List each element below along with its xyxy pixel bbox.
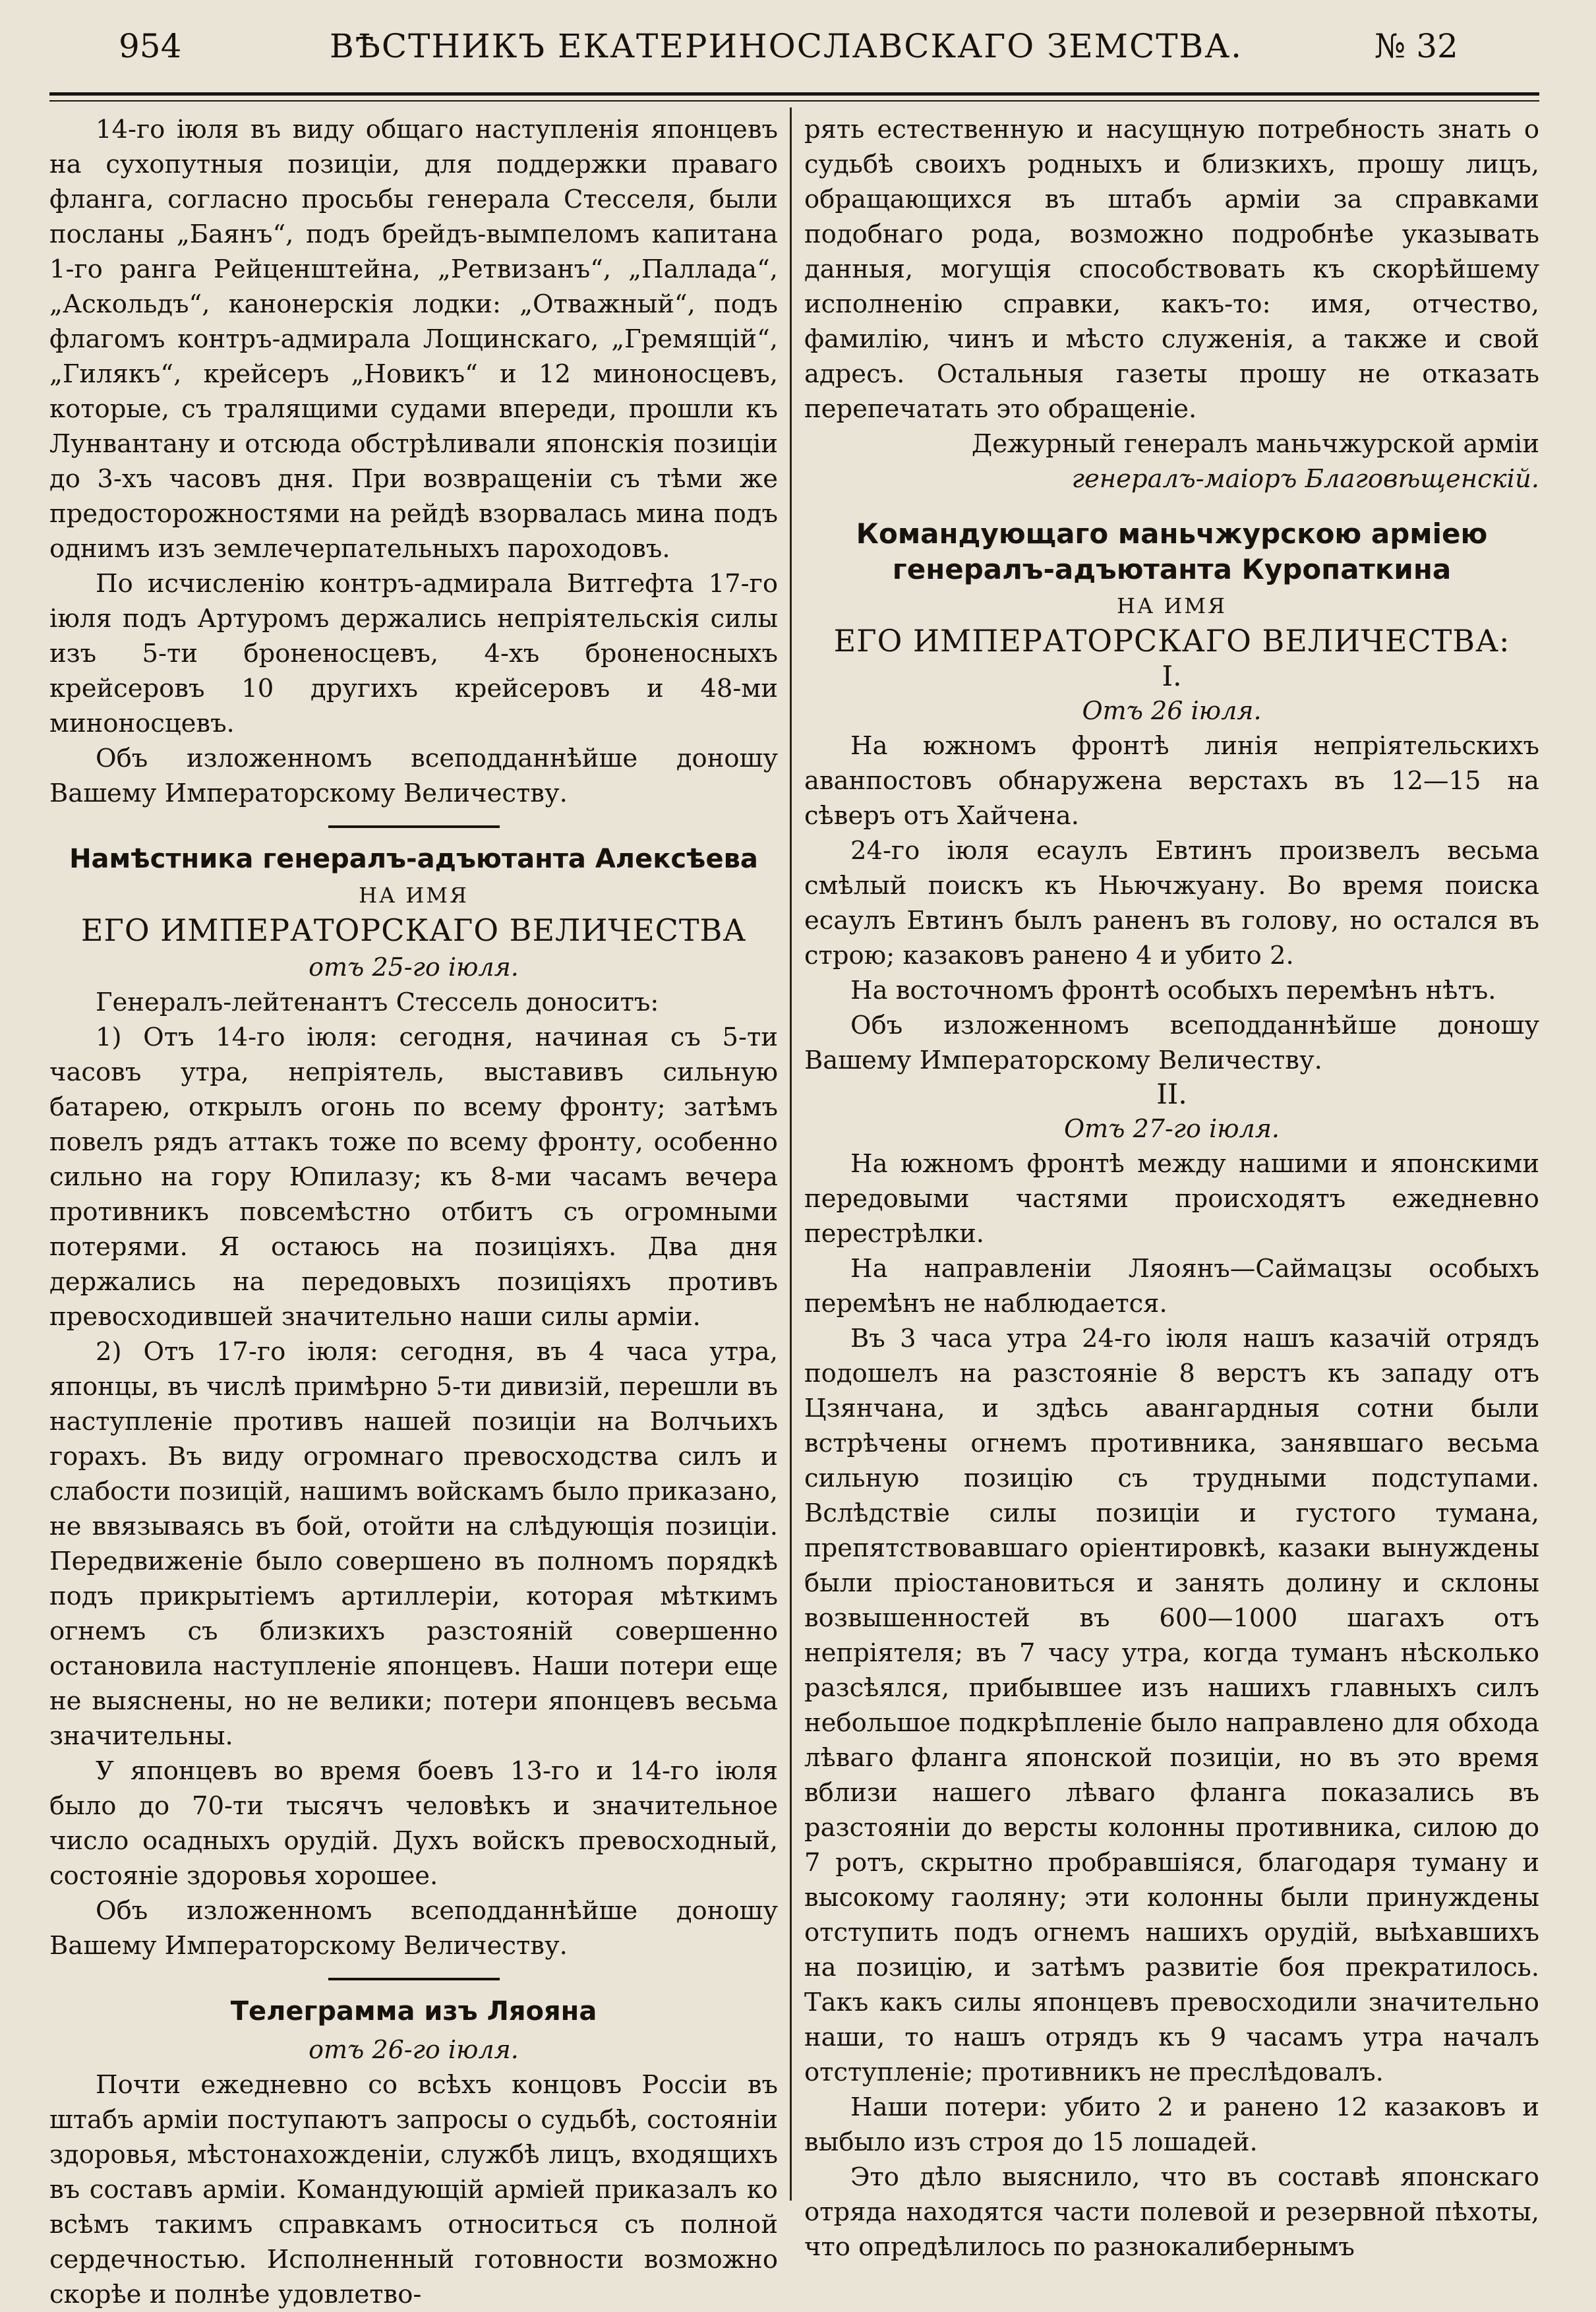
paragraph: Почти ежедневно со всѣхъ концовъ Россіи въ штабъ арміи поступаютъ запросы о судьбѣ, состояніи здоровья, мѣстонахожденіи, службѣ лицъ, входящихъ въ составъ арміи. Командующій арміей приказалъ ко всѣмъ такимъ справкамъ относиться съ полной сердечностью. Исполненный готовности возможно скорѣе и полнѣе удовлетво- xyxy=(49,2070,778,2309)
paragraph: Наши потери: убито 2 и ранено 12 казаковъ и выбыло изъ строя до 15 лошадей. xyxy=(804,2092,1539,2157)
paragraph: На южномъ фронтѣ между нашими и японскими передовыми частями происходятъ ежедневно перестрѣлки. xyxy=(804,1149,1539,1249)
paragraph: На восточномъ фронтѣ особыхъ перемѣнъ нѣтъ. xyxy=(850,976,1496,1005)
paragraph: По исчисленію контръ-адмирала Витгефта 17-го іюля подъ Артуромъ держались непріятельскія силы изъ 5-ти броненосцевъ, 4-хъ броненосныхъ крейсеровъ 10 другихъ крейсеровъ и 48-ми миноносцевъ. xyxy=(49,569,778,738)
paragraph: Генералъ-лейтенантъ Стессель доноситъ: xyxy=(96,988,659,1017)
telegram-number: I. xyxy=(1162,660,1182,692)
paragraph: Объ изложенномъ всеподданнѣйше доношу Вашему Императорскому Величеству. xyxy=(804,1011,1539,1075)
paragraph: На направленіи Ляоянъ—Саймацзы особыхъ перемѣнъ не наблюдается. xyxy=(804,1254,1539,1319)
paragraph: 1) Отъ 14-го іюля: сегодня, начиная съ 5-ти часовъ утра, непріятель, выставивъ сильную батарею, открылъ огонь по всему фронту; затѣмъ повелъ рядъ аттакъ тоже по всему фронту, особенно сильно на гору Юпилазу; къ 8-ми часамъ вечера противникъ повсемѣстно отбитъ съ огромными потерями. Я остаюсь на позиціяхъ. Два дня держались на передовыхъ позиціяхъ противъ превосходившей значительно наши силы арміи. xyxy=(49,1023,778,1332)
paragraph: На южномъ фронтѣ линія непріятельскихъ аванпостовъ обнаружена верстахъ въ 12—15 на сѣверъ отъ Хайчена. xyxy=(804,731,1539,831)
left-column xyxy=(49,112,778,2309)
paragraph: 24-го іюля есаулъ Евтинъ произвелъ весьма смѣлый поискъ къ Ньючжуану. Во время поиска есаулъ Евтинъ былъ раненъ въ голову, но остался въ строю; казаковъ ранено 4 и убито 2. xyxy=(804,836,1539,970)
journal-title: ВѢСТНИКЪ ЕКАТЕРИНОСЛАВСКАГО ЗЕМСТВА. xyxy=(330,27,1243,65)
paragraph: 2) Отъ 17-го іюля: сегодня, въ 4 часа утра, японцы, въ числѣ примѣрно 5-ти дивизій, перешли въ наступленіе противъ нашей позиціи на Волчьихъ горахъ. Въ виду огромнаго превосходства силъ и слабости позицій, нашимъ войскамъ было приказано, не ввязываясь въ бой, отойти на слѣдующія позиціи. Передвиженіе было совершено въ полномъ порядкѣ подъ прикрытіемъ артиллеріи, которая мѣткимъ огнемъ съ близкихъ разстояній совершенно остановила наступленіе японцевъ. Наши потери еще не выяснены, но не велики; потери японцевъ весьма значительны. xyxy=(49,1337,778,1751)
header-rule-thin xyxy=(49,100,1539,102)
section-addressee: ЕГО ИМПЕРАТОРСКАГО ВЕЛИЧЕСТВА xyxy=(80,912,747,948)
section-date: Отъ 27-го іюля. xyxy=(1064,1114,1280,1143)
signature-name: генералъ-маіоръ Благовѣщенскій. xyxy=(1071,464,1539,494)
telegram-number: II. xyxy=(1156,1078,1187,1110)
paragraph: рять естественную и насущную потребность знать о судьбѣ своихъ родныхъ и близкихъ, прошу лицъ, обращающихся въ штабъ арміи за справками подобнаго рода, возможно подробнѣе указывать данныя, могущія способствовать къ скорѣйшему исполненію справки, какъ-то: имя, отчество, фамилію, чинъ и мѣсто служенія, а также и свой адресъ. Остальныя газеты прошу не отказать перепечатать это обращеніе. xyxy=(804,115,1539,424)
section-divider xyxy=(328,825,500,828)
section-divider xyxy=(328,1978,500,1980)
paragraph: Въ 3 часа утра 24-го іюля нашъ казачій отрядъ подошелъ на разстояніе 8 верстъ къ западу отъ Цзянчана, и здѣсь авангардныя сотни были встрѣчены огнемъ противника, занявшаго весьма сильную позицію съ трудными подступами. Вслѣдствіе силы позиціи и густого тумана, препятствовавшаго оріентировкѣ, казаки вынуждены были пріостановиться и занять долину и склоны возвышенностей въ 600—1000 шагахъ отъ непріятеля; въ 7 часу утра, когда туманъ нѣсколько разсѣялся, прибывшее изъ нашихъ главныхъ силъ небольшое подкрѣпленіе было направлено для обхода лѣваго фланга японской позиціи, но въ это время вблизи нашего лѣваго фланга показались въ разстояніи до версты колонны противника, силою до 7 ротъ, скрытно пробравшіяся, благодаря туману и высокому гаоляну; эти колонны были принуждены отступить подъ огнемъ нашихъ орудій, выѣхавшихъ на позицію, и затѣмъ развитіе боя прекратилось. Такъ какъ силы японцевъ превосходили значительно наши, то нашъ отрядъ къ 9 часамъ утра началъ отступленіе; противникъ не преслѣдовалъ. xyxy=(804,1324,1539,2087)
paragraph: Это дѣло выяснило, что въ составѣ японскаго отряда находятся части полевой и резервной пѣхоты, что опредѣлилось по разнокалибернымъ xyxy=(804,2162,1539,2262)
paragraph: Объ изложенномъ всеподданнѣйше доношу Вашему Императорскому Величеству. xyxy=(49,1896,778,1961)
paragraph: 14-го іюля въ виду общаго наступленія японцевъ на сухопутныя позиціи, для поддержки праваго фланга, согласно просьбы генерала Стесселя, были посланы „Баянъ“, подъ брейдъ-вымпеломъ капитана 1-го ранга Рейценштейна, „Ретвизанъ“, „Паллада“, „Аскольдъ“, канонерскія лодки: „Отважный“, подъ флагомъ контръ-адмирала Лощинскаго, „Гремящій“, „Гилякъ“, крейсеръ „Новикъ“ и 12 миноносцевъ, которые, съ тралящими судами впереди, прошли къ Лунвантану и отсюда обстрѣливали японскія позиціи до 3-хъ часовъ дня. При возвращеніи съ тѣми же предосторожностями на рейдѣ взорвалась мина подъ однимъ изъ землечерпательныхъ пароходовъ. xyxy=(49,115,778,564)
section-addressee: ЕГО ИМПЕРАТОРСКАГО ВЕЛИЧЕСТВА: xyxy=(833,623,1510,659)
section-date: Отъ 26 іюля. xyxy=(1082,696,1262,725)
column-divider xyxy=(790,107,792,2201)
signature-line: Дежурный генералъ маньчжурской арміи xyxy=(971,429,1539,459)
page-number: 954 xyxy=(119,27,182,65)
section-date: отъ 26-го іюля. xyxy=(309,2035,519,2064)
paragraph: У японцевъ во время боевъ 13-го и 14-го іюля было до 70-ти тысячъ человѣкъ и значительное число осадныхъ орудій. Духъ войскъ превосходный, состояніе здоровья хорошее. xyxy=(49,1756,778,1891)
section-heading: Телеграмма изъ Ляояна xyxy=(230,1996,597,2027)
issue-number: № 32 xyxy=(1374,27,1458,65)
section-heading: Командующаго маньчжурскою арміею генералъ-адъютанта Куропаткина xyxy=(856,518,1488,585)
section-date: отъ 25-го іюля. xyxy=(309,953,519,982)
right-column xyxy=(804,112,1539,2262)
section-subheading: НА ИМЯ xyxy=(359,883,469,908)
header-rule-thick xyxy=(49,92,1539,96)
section-heading: Намѣстника генералъ-адъютанта Алексѣева xyxy=(69,844,758,874)
section-subheading: НА ИМЯ xyxy=(1117,593,1227,618)
paragraph: Объ изложенномъ всеподданнѣйше доношу Вашему Императорскому Величеству. xyxy=(49,744,778,808)
